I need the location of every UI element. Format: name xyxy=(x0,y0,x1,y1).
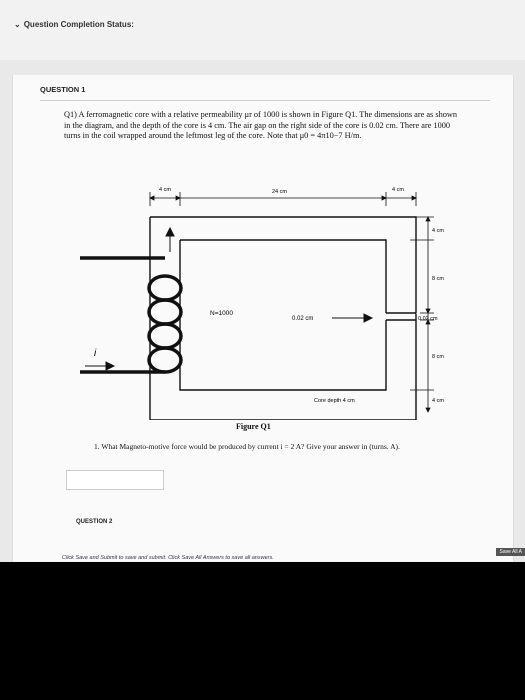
question-2-heading: QUESTION 2 xyxy=(76,519,113,525)
dim-right-3: 8 cm xyxy=(432,354,444,360)
flux-arrow xyxy=(166,228,174,252)
status-bar xyxy=(0,0,525,60)
footer-hint: Click Save and Submit to save and submit. Click Save All Answers to save all answers. xyxy=(62,555,274,561)
dim-right-2: 8 cm xyxy=(432,276,444,282)
figure-caption: Figure Q1 xyxy=(236,422,271,431)
question-1-text: Q1) A ferromagnetic core with a relative permeability μr of 1000 is shown in Figure Q1. The dimensions are as shown in the diagram, and the depth of the core is 4 cm. The air gap on the right side of the core is 0.02 cm. There are 1000 turns in the coil wrapped around the leftmost leg of the core. Note that μ0 = 4π10−7 H/m. xyxy=(64,110,458,140)
divider xyxy=(40,100,490,101)
gap-label: 0.02 cm xyxy=(292,316,314,322)
depth-label: Core depth 4 cm xyxy=(314,398,355,404)
dim-right-4: 4 cm xyxy=(432,398,444,404)
core-outline xyxy=(150,217,416,420)
current-arrow xyxy=(85,362,114,370)
figure-q1 xyxy=(70,180,450,420)
save-all-button[interactable]: Save All A xyxy=(496,548,525,556)
dim-top-right: 4 cm xyxy=(392,187,404,193)
dim-top-left: 4 cm xyxy=(159,187,171,193)
answer-input[interactable] xyxy=(66,470,164,490)
completion-status[interactable] xyxy=(14,20,134,29)
chevron-down-icon[interactable]: ⌄ xyxy=(14,20,21,29)
right-dimension-line xyxy=(410,217,434,412)
turns-label: N=1000 xyxy=(210,310,233,317)
gap-arrow xyxy=(332,314,372,322)
current-label: i xyxy=(94,348,97,359)
question-1-heading: QUESTION 1 xyxy=(40,85,86,94)
subquestion-1: 1. What Magneto-motive force would be produced by current i = 2 A? Give your answer in (turns. A). xyxy=(94,442,400,451)
dark-area xyxy=(0,562,525,700)
dim-top-mid: 24 cm xyxy=(272,189,287,195)
status-label: Question Completion Status: xyxy=(23,20,134,29)
dim-right-1: 4 cm xyxy=(432,228,444,234)
dim-right-gap: 0.02 cm xyxy=(418,316,438,322)
